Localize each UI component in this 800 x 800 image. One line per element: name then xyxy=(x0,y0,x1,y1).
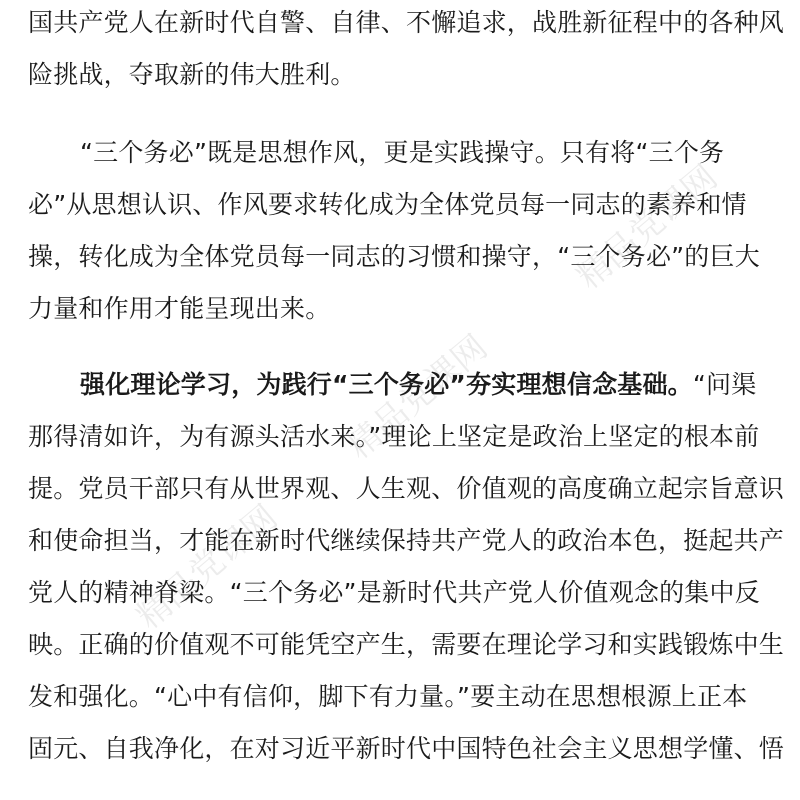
paragraph-3-line-6: 映。正确的价值观不可能凭空产生，需要在理论学习和实践锻炼中生 xyxy=(28,630,785,659)
watermark-3: 精品党课网 xyxy=(129,497,286,638)
paragraph-3-heading: 强化理论学习，为践行“三个务必”夯实理想信念基础。 xyxy=(80,370,693,399)
paragraph-2-line-3: 操，转化成为全体党员每一同志的习惯和操守，“三个务必”的巨大 xyxy=(28,242,760,271)
paragraph-3-line-8: 固元、自我净化，在对习近平新时代中国特色社会主义思想学懂、悟 xyxy=(28,734,785,763)
paragraph-2-line-1: “三个务必”既是思想作风，更是实践操守。只有将“三个务 xyxy=(80,138,725,167)
paragraph-3-line-7: 发和强化。“心中有信仰，脚下有力量。”要主动在思想根源上正本 xyxy=(28,682,748,711)
watermark-1: 精品党课网 xyxy=(569,157,726,298)
paragraph-3-line-1 xyxy=(80,370,780,400)
paragraph-3-line-4: 和使命担当，才能在新时代继续保持共产党人的政治本色，挺起共产 xyxy=(28,526,785,555)
paragraph-3-line-3: 提。党员干部只有从世界观、人生观、价值观的高度确立起宗旨意识 xyxy=(28,474,785,503)
paragraph-2-line-4: 力量和作用才能呈现出来。 xyxy=(28,294,331,323)
paragraph-1-line-2: 险挑战，夺取新的伟大胜利。 xyxy=(28,60,356,89)
paragraph-3-line-2: 那得清如许，为有源头活水来。”理论上坚定是政治上坚定的根本前 xyxy=(28,422,760,451)
paragraph-2-line-2: 必”从思想认识、作风要求转化成为全体党员每一同志的素养和情 xyxy=(28,190,747,219)
watermark-2: 精品党课网 xyxy=(339,327,496,468)
paragraph-1-line-1: 国共产党人在新时代自警、自律、不懈追求，战胜新征程中的各种风 xyxy=(28,8,785,37)
paragraph-3-line-1-text: “问渠 xyxy=(692,370,757,399)
paragraph-3-line-5: 党人的精神脊梁。“三个务必”是新时代共产党人价值观念的集中反 xyxy=(28,578,760,607)
